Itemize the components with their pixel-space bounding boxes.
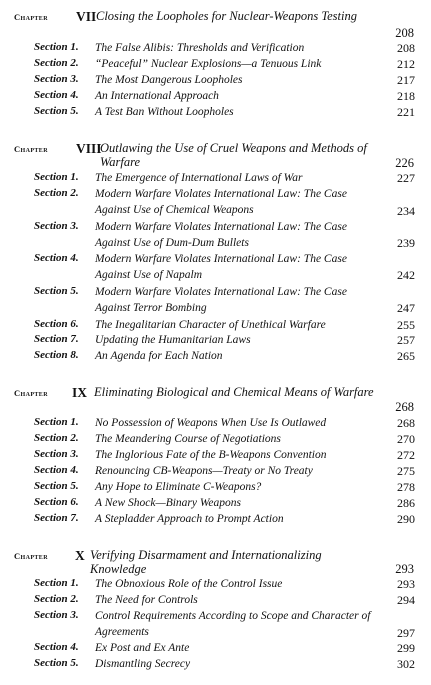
section-page: 265	[397, 349, 415, 363]
section-label: Section 3.	[34, 448, 79, 460]
section-title: A Test Ban Without Loopholes	[95, 106, 234, 118]
section-page: 294	[397, 593, 415, 607]
section-label: Section 1.	[34, 171, 79, 183]
section-label: Section 4.	[34, 89, 79, 101]
section-label: Section 7.	[34, 512, 79, 524]
section-title: “Peaceful” Nuclear Explosions—a Tenuous Link	[95, 58, 322, 70]
section-label: Section 4.	[34, 464, 79, 476]
section-label: Section 6.	[34, 496, 79, 508]
chapter-number: VIII	[76, 141, 102, 156]
section-title: A Stepladder Approach to Prompt Action	[95, 513, 284, 525]
section-page: 242	[397, 268, 415, 282]
section-title: Any Hope to Eliminate C-Weapons?	[95, 481, 262, 493]
section-page: 239	[397, 236, 415, 250]
section-title: The Emergence of International Laws of War	[95, 172, 303, 184]
section-title: Updating the Humanitarian Laws	[95, 334, 251, 346]
section-title: Modern Warfare Violates International Law: The Case Against Use of Dum-Dum Bullets	[95, 221, 347, 249]
section-title: The Obnoxious Role of the Control Issue	[95, 578, 283, 590]
section-page: 286	[397, 496, 415, 510]
section-page: 290	[397, 512, 415, 526]
section-title: Modern Warfare Violates International Law: The Case Against Use of Chemical Weapons	[95, 188, 347, 216]
section-label: Section 8.	[34, 349, 79, 361]
section-label: Section 7.	[34, 333, 79, 345]
chapter-title: Outlawing the Use of Cruel Weapons and Methods of Warfare	[100, 141, 367, 169]
section-label: Section 3.	[34, 73, 79, 85]
chapter-10-heading	[14, 549, 414, 577]
section-title: Control Requirements According to Scope and Character of Agreements	[95, 610, 371, 638]
section-title: Renouncing CB-Weapons—Treaty or No Treaty	[95, 465, 313, 477]
section-label: Section 5.	[34, 480, 79, 492]
section-title: Ex Post and Ex Ante	[95, 642, 190, 654]
section-label: Section 6.	[34, 318, 79, 330]
section-page: 268	[397, 416, 415, 430]
section-page: 234	[397, 204, 415, 218]
chapter-title: Closing the Loopholes for Nuclear-Weapons Testing	[96, 9, 357, 23]
section-title: The Need for Controls	[95, 594, 198, 606]
chapter-page: 208	[395, 26, 414, 40]
section-page: 272	[397, 448, 415, 462]
section-page: 257	[397, 333, 415, 347]
section-page: 227	[397, 171, 415, 185]
section-page: 247	[397, 301, 415, 315]
chapter-title: Eliminating Biological and Chemical Means of Warfare	[94, 385, 374, 399]
chapter-page: 268	[395, 400, 414, 414]
chapter-number: X	[75, 548, 85, 563]
chapter-number: VII	[76, 9, 97, 24]
section-page: 299	[397, 641, 415, 655]
section-label: Section 2.	[34, 187, 79, 199]
section-title: The Meandering Course of Negotiations	[95, 433, 281, 445]
chapter-word: Chapter	[14, 551, 48, 561]
section-title: No Possession of Weapons When Use Is Outlawed	[95, 417, 327, 429]
section-label: Section 1.	[34, 41, 79, 53]
section-label: Section 3.	[34, 609, 79, 621]
section-label: Section 2.	[34, 593, 79, 605]
section-page: 297	[397, 626, 415, 640]
section-label: Section 1.	[34, 577, 79, 589]
section-page: 217	[397, 73, 415, 87]
section-page: 293	[397, 577, 415, 591]
chapter-7-heading	[14, 10, 414, 38]
section-page: 255	[397, 318, 415, 332]
section-title: The Inglorious Fate of the B-Weapons Convention	[95, 449, 327, 461]
section-page: 212	[397, 57, 415, 71]
chapter-page: 226	[395, 156, 414, 170]
section-title: Modern Warfare Violates International Law: The Case Against Use of Napalm	[95, 253, 347, 281]
section-page: 302	[397, 657, 415, 671]
section-title: An Agenda for Each Nation	[95, 350, 223, 362]
chapter-8-heading	[14, 142, 414, 170]
section-label: Section 3.	[34, 220, 79, 232]
chapter-word: Chapter	[14, 12, 48, 22]
section-page: 278	[397, 480, 415, 494]
section-label: Section 5.	[34, 105, 79, 117]
chapter-page: 293	[395, 562, 414, 576]
chapter-number: IX	[72, 385, 88, 400]
section-page: 208	[397, 41, 415, 55]
chapter-word: Chapter	[14, 144, 48, 154]
section-label: Section 5.	[34, 285, 79, 297]
section-title: Dismantling Secrecy	[95, 658, 191, 670]
section-page: 218	[397, 89, 415, 103]
section-page: 275	[397, 464, 415, 478]
chapter-title: Verifying Disarmament and Internationalizing Knowledge	[90, 548, 322, 576]
section-label: Section 5.	[34, 657, 79, 669]
section-label: Section 2.	[34, 57, 79, 69]
section-title: The Most Dangerous Loopholes	[95, 74, 243, 86]
section-page: 270	[397, 432, 415, 446]
section-label: Section 1.	[34, 416, 79, 428]
section-title: A New Shock—Binary Weapons	[95, 497, 241, 509]
chapter-9-heading	[14, 386, 414, 414]
section-label: Section 4.	[34, 252, 79, 264]
section-page: 221	[397, 105, 415, 119]
chapter-word: Chapter	[14, 388, 48, 398]
section-title: An International Approach	[95, 90, 219, 102]
section-title: The False Alibis: Thresholds and Verification	[95, 42, 305, 54]
section-title: Modern Warfare Violates International Law: The Case Against Terror Bombing	[95, 286, 347, 314]
section-label: Section 4.	[34, 641, 79, 653]
section-label: Section 2.	[34, 432, 79, 444]
section-title: The Inegalitarian Character of Unethical Warfare	[95, 319, 326, 331]
